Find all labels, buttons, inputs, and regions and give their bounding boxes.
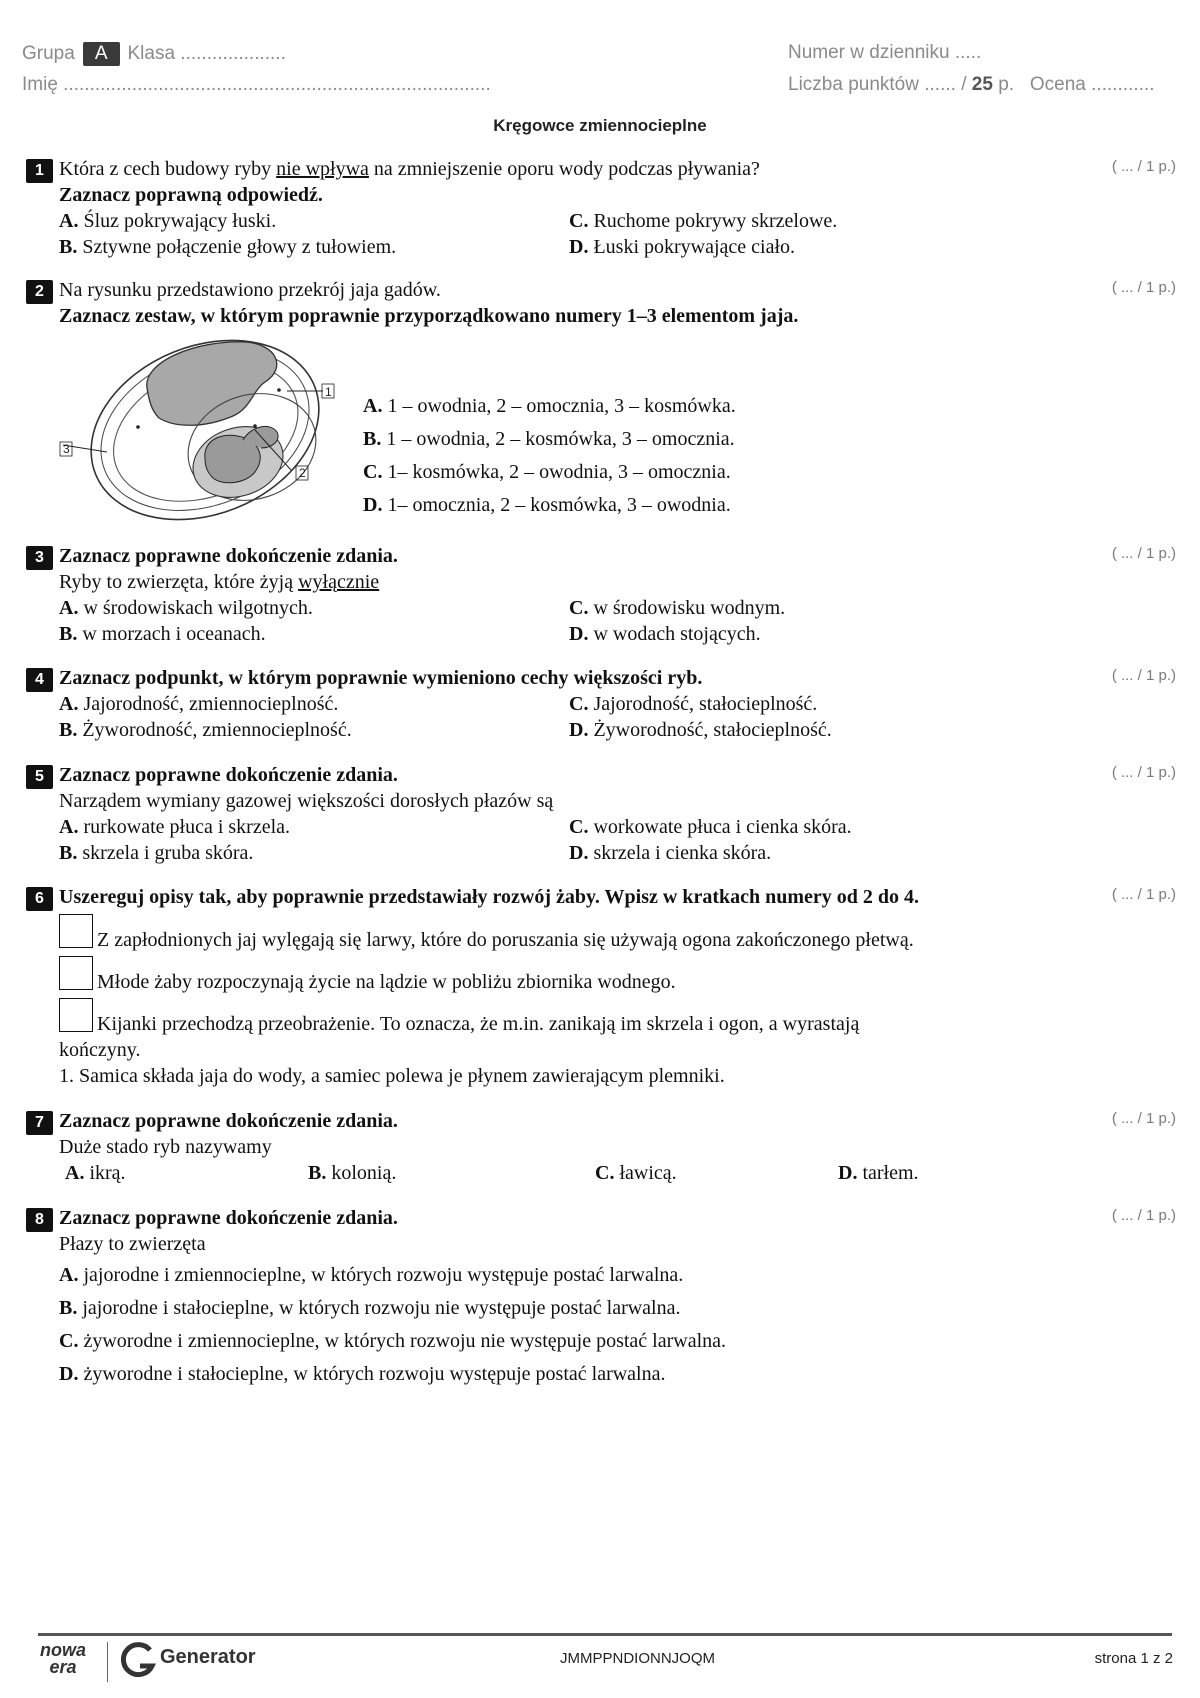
option-a[interactable]: A. ikrą. <box>65 1162 126 1184</box>
option-d[interactable]: D. 1– omocznia, 2 – kosmówka, 3 – owodnia. <box>363 494 731 516</box>
question-6 <box>26 884 1176 1089</box>
generator-logo: Generator <box>120 1642 256 1680</box>
question-number: 3 <box>26 546 53 570</box>
option-d[interactable]: D. skrzela i cienka skóra. <box>569 842 772 864</box>
option-b[interactable]: B. skrzela i gruba skóra. <box>59 842 254 864</box>
option-d[interactable]: D. Łuski pokrywające ciało. <box>569 236 796 258</box>
option-a[interactable]: A. rurkowate płuca i skrzela. <box>59 816 291 838</box>
question-instruction: Zaznacz poprawne dokończenie zdania. <box>59 545 398 567</box>
order-item-3: Kijanki przechodzą przeobrażenie. To oznacza, że m.in. zanikają im skrzela i ogon, a wyrastają <box>59 998 1176 1037</box>
order-item-1: Z zapłodnionych jaj wylęgają się larwy, które do poruszania się używają ogona zakończonego płetwą. <box>59 914 1176 952</box>
question-8 <box>26 1205 1176 1391</box>
points-label: ( ... / 1 p.) <box>1111 667 1176 684</box>
question-number: 2 <box>26 280 53 304</box>
option-d[interactable]: D. tarłem. <box>838 1162 919 1184</box>
option-c[interactable]: C. 1– kosmówka, 2 – owodnia, 3 – omocznia. <box>363 461 731 483</box>
nowa-era-logo: nowa era <box>40 1640 87 1677</box>
option-a[interactable]: A. 1 – owodnia, 2 – omocznia, 3 – kosmówka. <box>363 395 736 417</box>
option-c[interactable]: C. Jajorodność, stałocieplność. <box>569 693 818 715</box>
question-number: 5 <box>26 765 53 789</box>
order-item-2: Młode żaby rozpoczynają życie na lądzie w pobliżu zbiornika wodnego. <box>59 956 1176 994</box>
punkty-total: 25 <box>971 74 993 95</box>
option-d[interactable]: D. w wodach stojących. <box>569 623 761 645</box>
option-c[interactable]: C. Ruchome pokrywy skrzelowe. <box>569 210 838 232</box>
generator-g-icon <box>120 1642 156 1680</box>
question-4 <box>26 665 1176 743</box>
imie-field: Imię ................................................................................. <box>22 74 491 95</box>
question-text: Która z cech budowy ryby nie wpływa na zmniejszenie oporu wody podczas pływania? <box>59 158 760 180</box>
egg-label-2: 2 <box>299 466 306 480</box>
question-text: Duże stado ryb nazywamy <box>59 1136 272 1158</box>
egg-label-3: 3 <box>63 442 70 456</box>
answer-box[interactable] <box>59 956 93 990</box>
option-d[interactable]: D. Żyworodność, stałocieplność. <box>569 719 832 741</box>
question-instruction: Zaznacz poprawne dokończenie zdania. <box>59 1110 398 1132</box>
answer-box[interactable] <box>59 998 93 1032</box>
punkty-label: Liczba punktów ...... / <box>788 74 967 95</box>
punkty-suffix: p. <box>998 74 1015 95</box>
page-number: strona 1 z 2 <box>1094 1650 1173 1667</box>
option-b[interactable]: B. Sztywne połączenie głowy z tułowiem. <box>59 236 397 258</box>
question-instruction: Zaznacz poprawne dokończenie zdania. <box>59 764 398 786</box>
option-b[interactable]: B. kolonią. <box>308 1162 397 1184</box>
question-1 <box>26 156 1176 260</box>
option-d[interactable]: D. żyworodne i stałocieplne, w których rozwoju występuje postać larwalna. <box>59 1363 666 1385</box>
points-label: ( ... / 1 p.) <box>1111 279 1176 296</box>
question-text: Płazy to zwierzęta <box>59 1233 206 1255</box>
option-b[interactable]: B. jajorodne i stałocieplne, w których rozwoju nie występuje postać larwalna. <box>59 1297 681 1319</box>
question-number: 1 <box>26 159 53 183</box>
punkty-ocena <box>788 74 1155 96</box>
option-b[interactable]: B. 1 – owodnia, 2 – kosmówka, 3 – omocznia. <box>363 428 735 450</box>
option-c[interactable]: C. workowate płuca i cienka skóra. <box>569 816 852 838</box>
option-b[interactable]: B. w morzach i oceanach. <box>59 623 266 645</box>
question-5 <box>26 762 1176 866</box>
option-c[interactable]: C. ławicą. <box>595 1162 677 1184</box>
question-number: 8 <box>26 1208 53 1232</box>
points-label: ( ... / 1 p.) <box>1111 764 1176 781</box>
option-c[interactable]: C. żyworodne i zmiennocieplne, w których rozwoju nie występuje postać larwalna. <box>59 1330 727 1352</box>
points-label: ( ... / 1 p.) <box>1111 886 1176 903</box>
numer-field: Numer w dzienniku ..... <box>788 42 982 63</box>
option-a[interactable]: A. jajorodne i zmiennocieplne, w których rozwoju występuje postać larwalna. <box>59 1264 684 1286</box>
ocena-field: Ocena ............ <box>1029 74 1155 95</box>
header-group <box>22 42 286 66</box>
question-3 <box>26 543 1176 647</box>
q2-options <box>363 390 736 522</box>
klasa-field: Klasa .................... <box>127 43 286 64</box>
grupa-value: A <box>83 42 120 66</box>
question-instruction: Zaznacz zestaw, w którym poprawnie przyporządkowano numery 1–3 elementom jaja. <box>59 305 799 327</box>
option-a[interactable]: A. Śluz pokrywający łuski. <box>59 210 277 232</box>
question-2 <box>26 277 1176 329</box>
question-number: 4 <box>26 668 53 692</box>
option-a[interactable]: A. Jajorodność, zmiennocieplność. <box>59 693 339 715</box>
option-a[interactable]: A. w środowiskach wilgotnych. <box>59 597 313 619</box>
question-number: 7 <box>26 1111 53 1135</box>
page-title: Kręgowce zmiennocieplne <box>493 116 707 135</box>
option-c[interactable]: C. w środowisku wodnym. <box>569 597 786 619</box>
question-number: 6 <box>26 887 53 911</box>
option-b[interactable]: B. Żyworodność, zmiennocieplność. <box>59 719 352 741</box>
question-text: Ryby to zwierzęta, które żyją wyłącznie <box>59 571 380 593</box>
answer-box[interactable] <box>59 914 93 948</box>
grupa-label: Grupa <box>22 43 75 64</box>
question-text: Na rysunku przedstawiono przekrój jaja gadów. <box>59 279 441 301</box>
document-code: JMMPPNDIONNJOQM <box>560 1650 715 1667</box>
points-label: ( ... / 1 p.) <box>1111 545 1176 562</box>
question-instruction: Uszereguj opisy tak, aby poprawnie przedstawiały rozwój żaby. Wpisz w kratkach numery od 2 do 4. <box>59 886 920 908</box>
question-text: Narządem wymiany gazowej większości dorosłych płazów są <box>59 790 554 812</box>
points-label: ( ... / 1 p.) <box>1111 1207 1176 1224</box>
egg-cross-section-diagram <box>55 330 355 530</box>
order-item-3-cont: kończyny. <box>59 1039 141 1061</box>
logo-divider <box>107 1642 108 1682</box>
points-label: ( ... / 1 p.) <box>1111 158 1176 175</box>
order-item-fixed: 1. Samica składa jaja do wody, a samiec polewa je płynem zawierającym plemniki. <box>59 1065 725 1087</box>
question-instruction: Zaznacz podpunkt, w którym poprawnie wymieniono cechy większości ryb. <box>59 667 703 689</box>
question-instruction: Zaznacz poprawne dokończenie zdania. <box>59 1207 398 1229</box>
footer-divider <box>38 1633 1172 1636</box>
points-label: ( ... / 1 p.) <box>1111 1110 1176 1127</box>
egg-label-1: 1 <box>325 385 332 399</box>
question-7 <box>26 1108 1176 1186</box>
question-instruction: Zaznacz poprawną odpowiedź. <box>59 184 323 206</box>
